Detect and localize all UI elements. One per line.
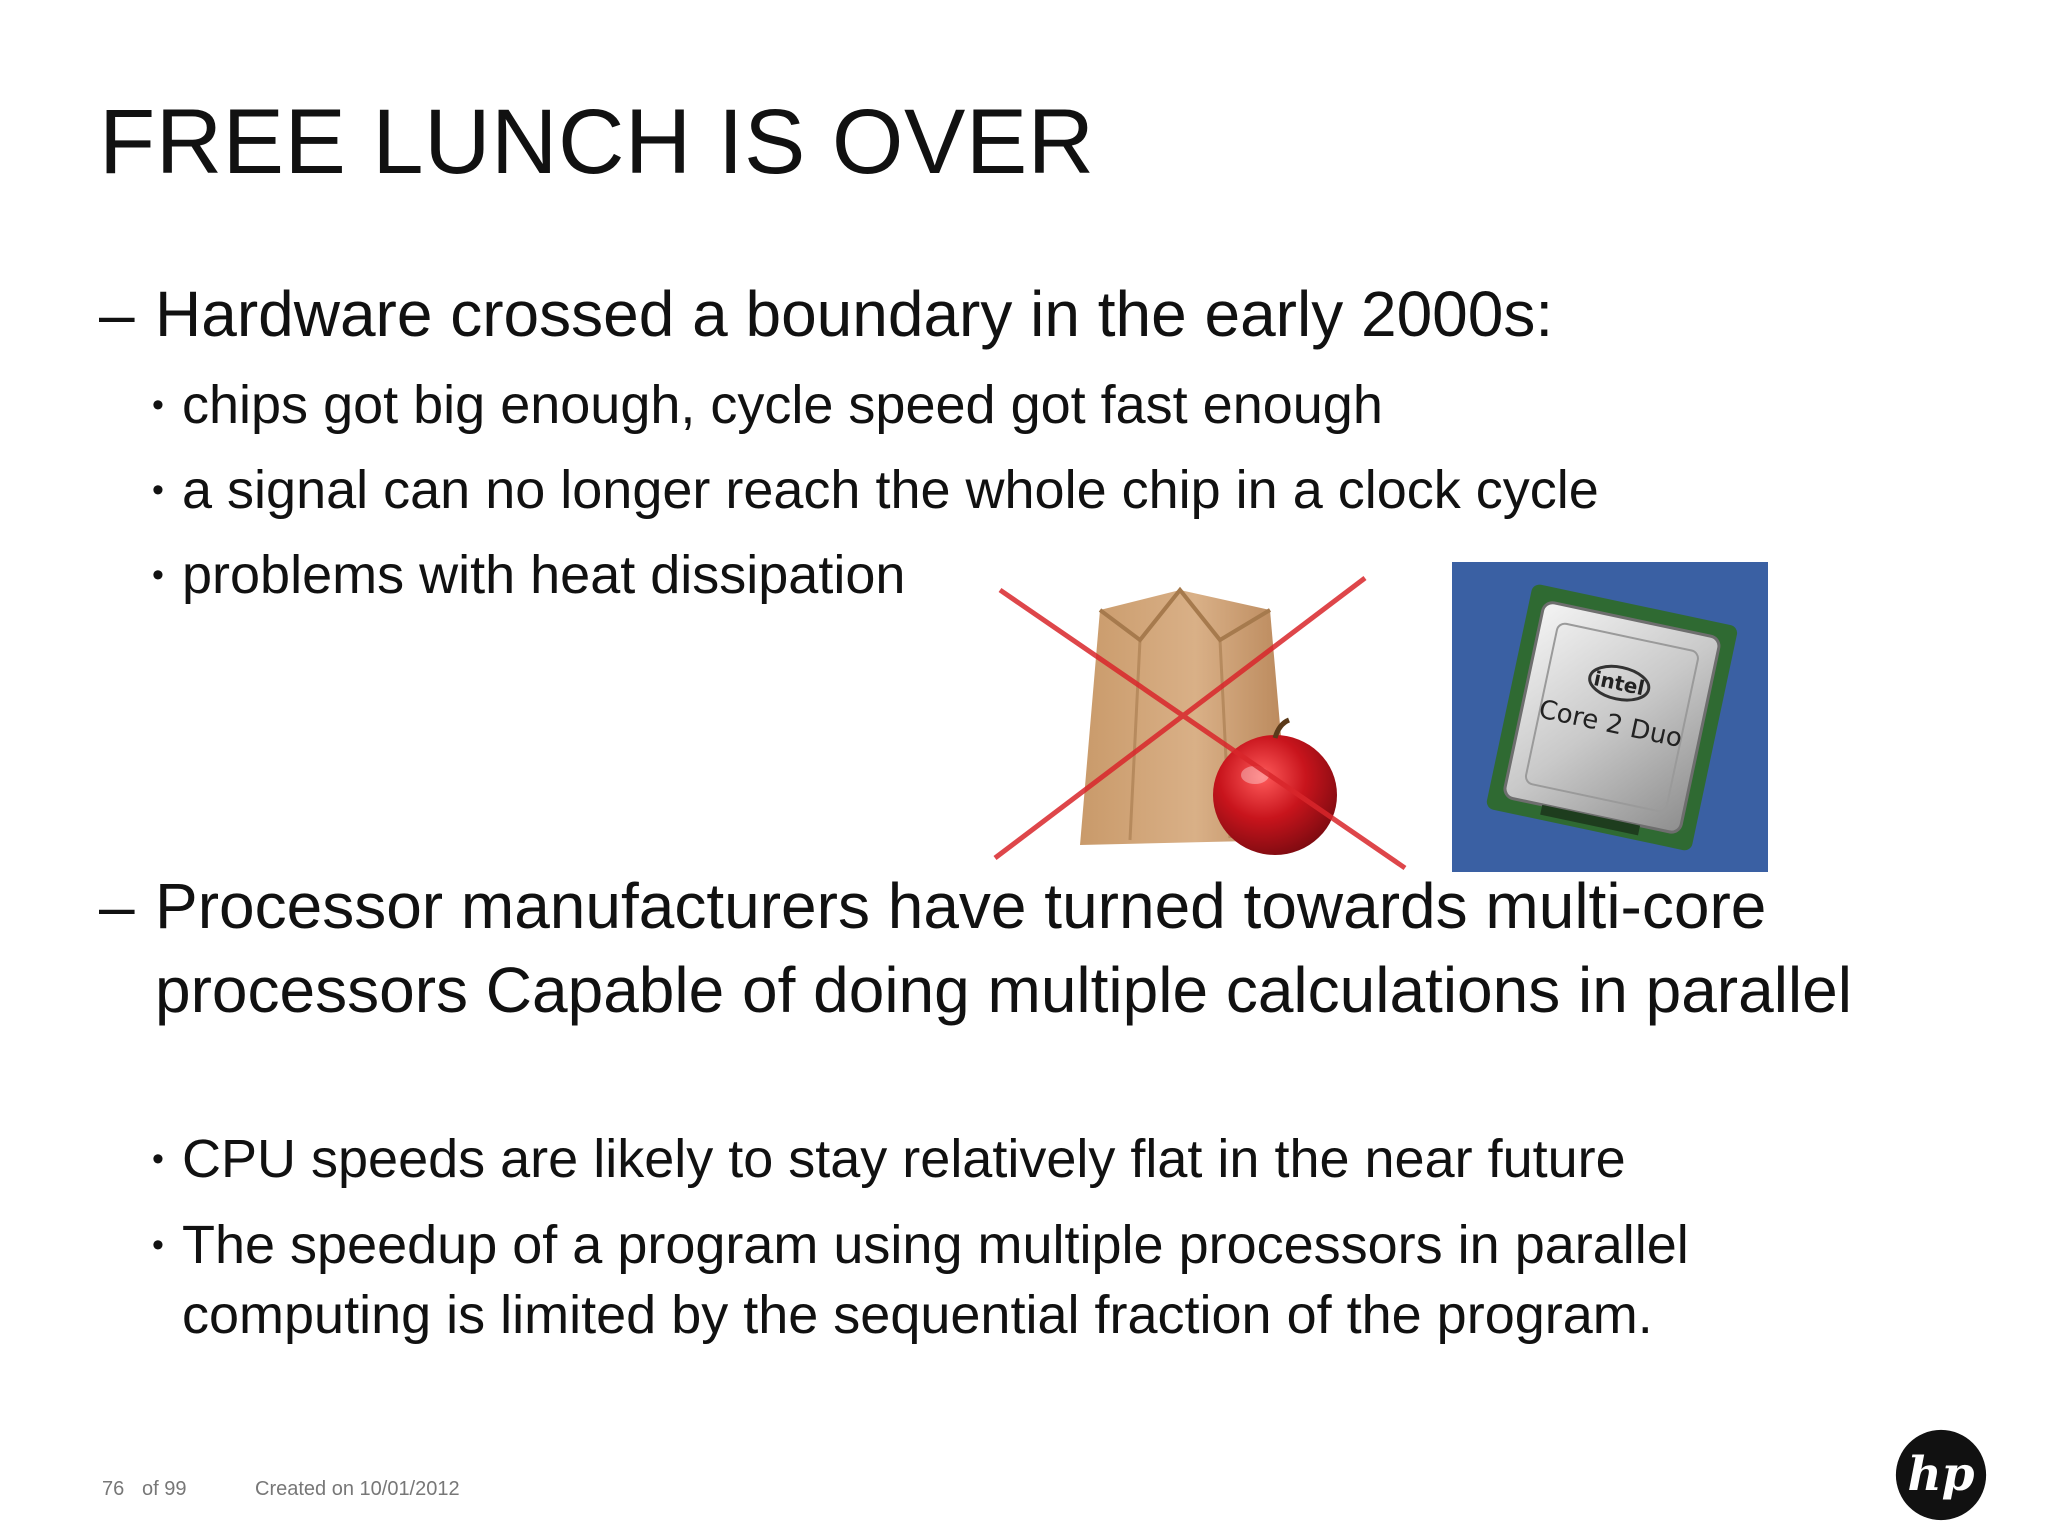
created-date: Created on 10/01/2012 [255,1478,460,1500]
chip-brand: intel [1591,666,1647,701]
dash-marker: – [99,870,135,942]
chip-model: Core 2 Duo [1536,694,1685,755]
page-total: of 99 [142,1478,187,1500]
bullet-text: The speedup of a program using multiple processors in parallel computing is limited by the sequential fraction of the program. [182,1215,1689,1345]
section-2-heading-text: Processor manufacturers have turned towards multi-core processors Capable of doing multiple calculations in parallel [155,870,1852,1026]
hp-logo-text: hp [1907,1447,1975,1503]
bullet-text: a signal can no longer reach the whole chip in a clock cycle [182,460,1599,520]
bullet-text: CPU speeds are likely to stay relatively flat in the near future [182,1129,1626,1189]
bullet-marker: • [152,1226,164,1264]
bullet-text: chips got big enough, cycle speed got fast enough [182,375,1383,435]
section-1-heading-text: Hardware crossed a boundary in the early 2000s: [155,278,1554,350]
page-number: 76 [102,1478,125,1500]
hp-logo-icon [1894,1428,1988,1522]
slide-title: FREE LUNCH IS OVER [99,91,1095,193]
bullet-marker: • [152,556,164,594]
bullet-marker: • [152,386,164,424]
intel-chip-image [1452,562,1768,872]
bullet-text: problems with heat dissipation [182,545,906,605]
bullet-marker: • [152,1140,164,1178]
dash-marker: – [99,278,135,350]
lunch-bag-crossed-image [990,570,1410,880]
bullet-marker: • [152,471,164,509]
